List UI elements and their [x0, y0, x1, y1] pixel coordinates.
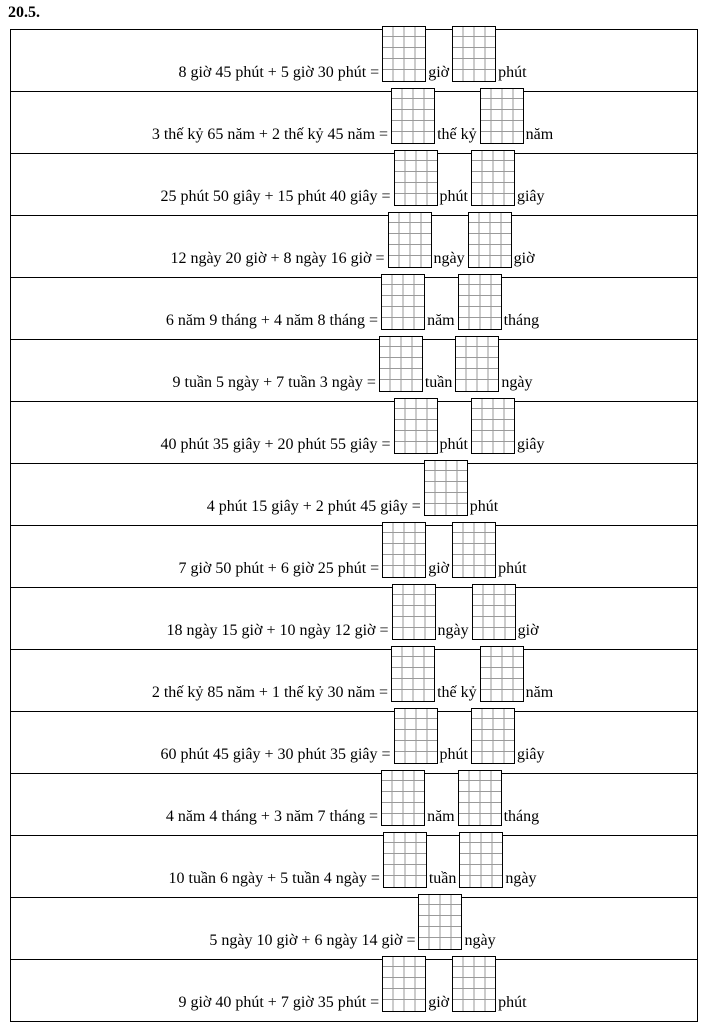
unit-label: phút — [498, 64, 527, 81]
expression-text: 60 phút 45 giây + 30 phút 35 giây = — [160, 746, 391, 763]
answer-box[interactable] — [424, 460, 468, 516]
exercise-row — [11, 650, 698, 712]
expression-text: 9 giờ 40 phút + 7 giờ 35 phút = — [178, 994, 380, 1011]
unit-label: giờ — [428, 994, 450, 1011]
unit-label: tháng — [503, 312, 540, 329]
expression-text: 25 phút 50 giây + 15 phút 40 giây = — [160, 188, 391, 205]
answer-box[interactable] — [458, 274, 502, 330]
unit-label: năm — [427, 808, 455, 825]
answer-box[interactable] — [480, 646, 524, 702]
expression-text: 10 tuần 6 ngày + 5 tuần 4 ngày = — [168, 870, 380, 887]
exercise-row — [11, 774, 698, 836]
unit-label: năm — [525, 684, 554, 701]
answer-box[interactable] — [382, 26, 426, 82]
unit-label: thế kỷ — [437, 126, 477, 143]
answer-box[interactable] — [418, 894, 462, 950]
exercise-row — [11, 154, 698, 216]
exercise-row — [11, 464, 698, 526]
exercise-row — [11, 588, 698, 650]
exercise-title: 20.5. — [8, 4, 40, 21]
unit-label: ngày — [464, 932, 496, 949]
answer-box[interactable] — [392, 584, 436, 640]
unit-label: phút — [439, 746, 468, 763]
answer-box[interactable] — [381, 770, 425, 826]
expression-text: 18 ngày 15 giờ + 10 ngày 12 giờ = — [166, 622, 389, 639]
unit-label: giờ — [513, 250, 535, 267]
equation — [166, 770, 542, 826]
equation — [160, 708, 547, 764]
expression-text: 9 tuần 5 ngày + 7 tuần 3 ngày = — [172, 374, 376, 391]
answer-box[interactable] — [394, 150, 438, 206]
answer-box[interactable] — [379, 336, 423, 392]
exercise-table — [10, 29, 698, 1022]
expression-text: 12 ngày 20 giờ + 8 ngày 16 giờ = — [170, 250, 385, 267]
exercise-row — [11, 960, 698, 1022]
exercise-row — [11, 30, 698, 92]
unit-label: năm — [525, 126, 554, 143]
equation — [178, 522, 529, 578]
unit-label: tháng — [503, 808, 540, 825]
equation — [152, 88, 556, 144]
unit-label: tuần — [424, 374, 453, 391]
exercise-row — [11, 526, 698, 588]
unit-label: giây — [516, 436, 545, 453]
equation — [178, 26, 529, 82]
equation — [166, 274, 542, 330]
answer-box[interactable] — [382, 956, 426, 1012]
answer-box[interactable] — [471, 398, 515, 454]
exercise-row — [11, 340, 698, 402]
answer-box[interactable] — [459, 832, 503, 888]
equation — [166, 584, 541, 640]
unit-label: phút — [439, 436, 468, 453]
unit-label: phút — [498, 994, 527, 1011]
expression-text: 7 giờ 50 phút + 6 giờ 25 phút = — [178, 560, 380, 577]
answer-box[interactable] — [381, 274, 425, 330]
unit-label: năm — [427, 312, 455, 329]
equation — [178, 956, 529, 1012]
answer-box[interactable] — [452, 26, 496, 82]
answer-box[interactable] — [452, 956, 496, 1012]
expression-text: 40 phút 35 giây + 20 phút 55 giây = — [160, 436, 391, 453]
unit-label: giờ — [428, 560, 450, 577]
expression-text: 4 phút 15 giây + 2 phút 45 giây = — [206, 498, 421, 515]
expression-text: 5 ngày 10 giờ + 6 ngày 14 giờ = — [209, 932, 416, 949]
unit-label: giờ — [428, 64, 450, 81]
unit-label: giờ — [517, 622, 539, 639]
answer-box[interactable] — [394, 708, 438, 764]
answer-box[interactable] — [480, 88, 524, 144]
exercise-row — [11, 216, 698, 278]
answer-box[interactable] — [468, 212, 512, 268]
equation — [209, 894, 498, 950]
unit-label: giây — [516, 188, 545, 205]
unit-label: giây — [516, 746, 545, 763]
answer-box[interactable] — [458, 770, 502, 826]
equation — [152, 646, 556, 702]
equation — [160, 150, 547, 206]
exercise-row — [11, 898, 698, 960]
answer-box[interactable] — [383, 832, 427, 888]
equation — [170, 212, 537, 268]
unit-label: ngày — [501, 374, 533, 391]
exercise-row — [11, 712, 698, 774]
unit-label: phút — [498, 560, 527, 577]
unit-label: thế kỷ — [437, 684, 477, 701]
equation — [207, 460, 501, 516]
expression-text: 3 thế kỷ 65 năm + 2 thế kỷ 45 năm = — [151, 126, 389, 143]
unit-label: tuần — [428, 870, 457, 887]
equation — [160, 398, 547, 454]
equation — [169, 832, 540, 888]
expression-text: 4 năm 4 tháng + 3 năm 7 tháng = — [165, 808, 379, 825]
answer-box[interactable] — [471, 708, 515, 764]
answer-box[interactable] — [391, 88, 435, 144]
unit-label: ngày — [433, 250, 465, 267]
exercise-row — [11, 402, 698, 464]
unit-label: ngày — [437, 622, 469, 639]
exercise-row — [11, 836, 698, 898]
expression-text: 2 thế kỷ 85 năm + 1 thế kỷ 30 năm = — [151, 684, 389, 701]
unit-label: phút — [439, 188, 468, 205]
expression-text: 8 giờ 45 phút + 5 giờ 30 phút = — [178, 64, 380, 81]
answer-box[interactable] — [388, 212, 432, 268]
answer-box[interactable] — [471, 150, 515, 206]
answer-box[interactable] — [382, 522, 426, 578]
answer-box[interactable] — [452, 522, 496, 578]
unit-label: ngày — [505, 870, 537, 887]
equation — [173, 336, 536, 392]
exercise-row — [11, 278, 698, 340]
answer-box[interactable] — [394, 398, 438, 454]
expression-text: 6 năm 9 tháng + 4 năm 8 tháng = — [165, 312, 379, 329]
answer-box[interactable] — [472, 584, 516, 640]
answer-box[interactable] — [391, 646, 435, 702]
answer-box[interactable] — [455, 336, 499, 392]
unit-label: phút — [469, 498, 499, 515]
exercise-row — [11, 92, 698, 154]
